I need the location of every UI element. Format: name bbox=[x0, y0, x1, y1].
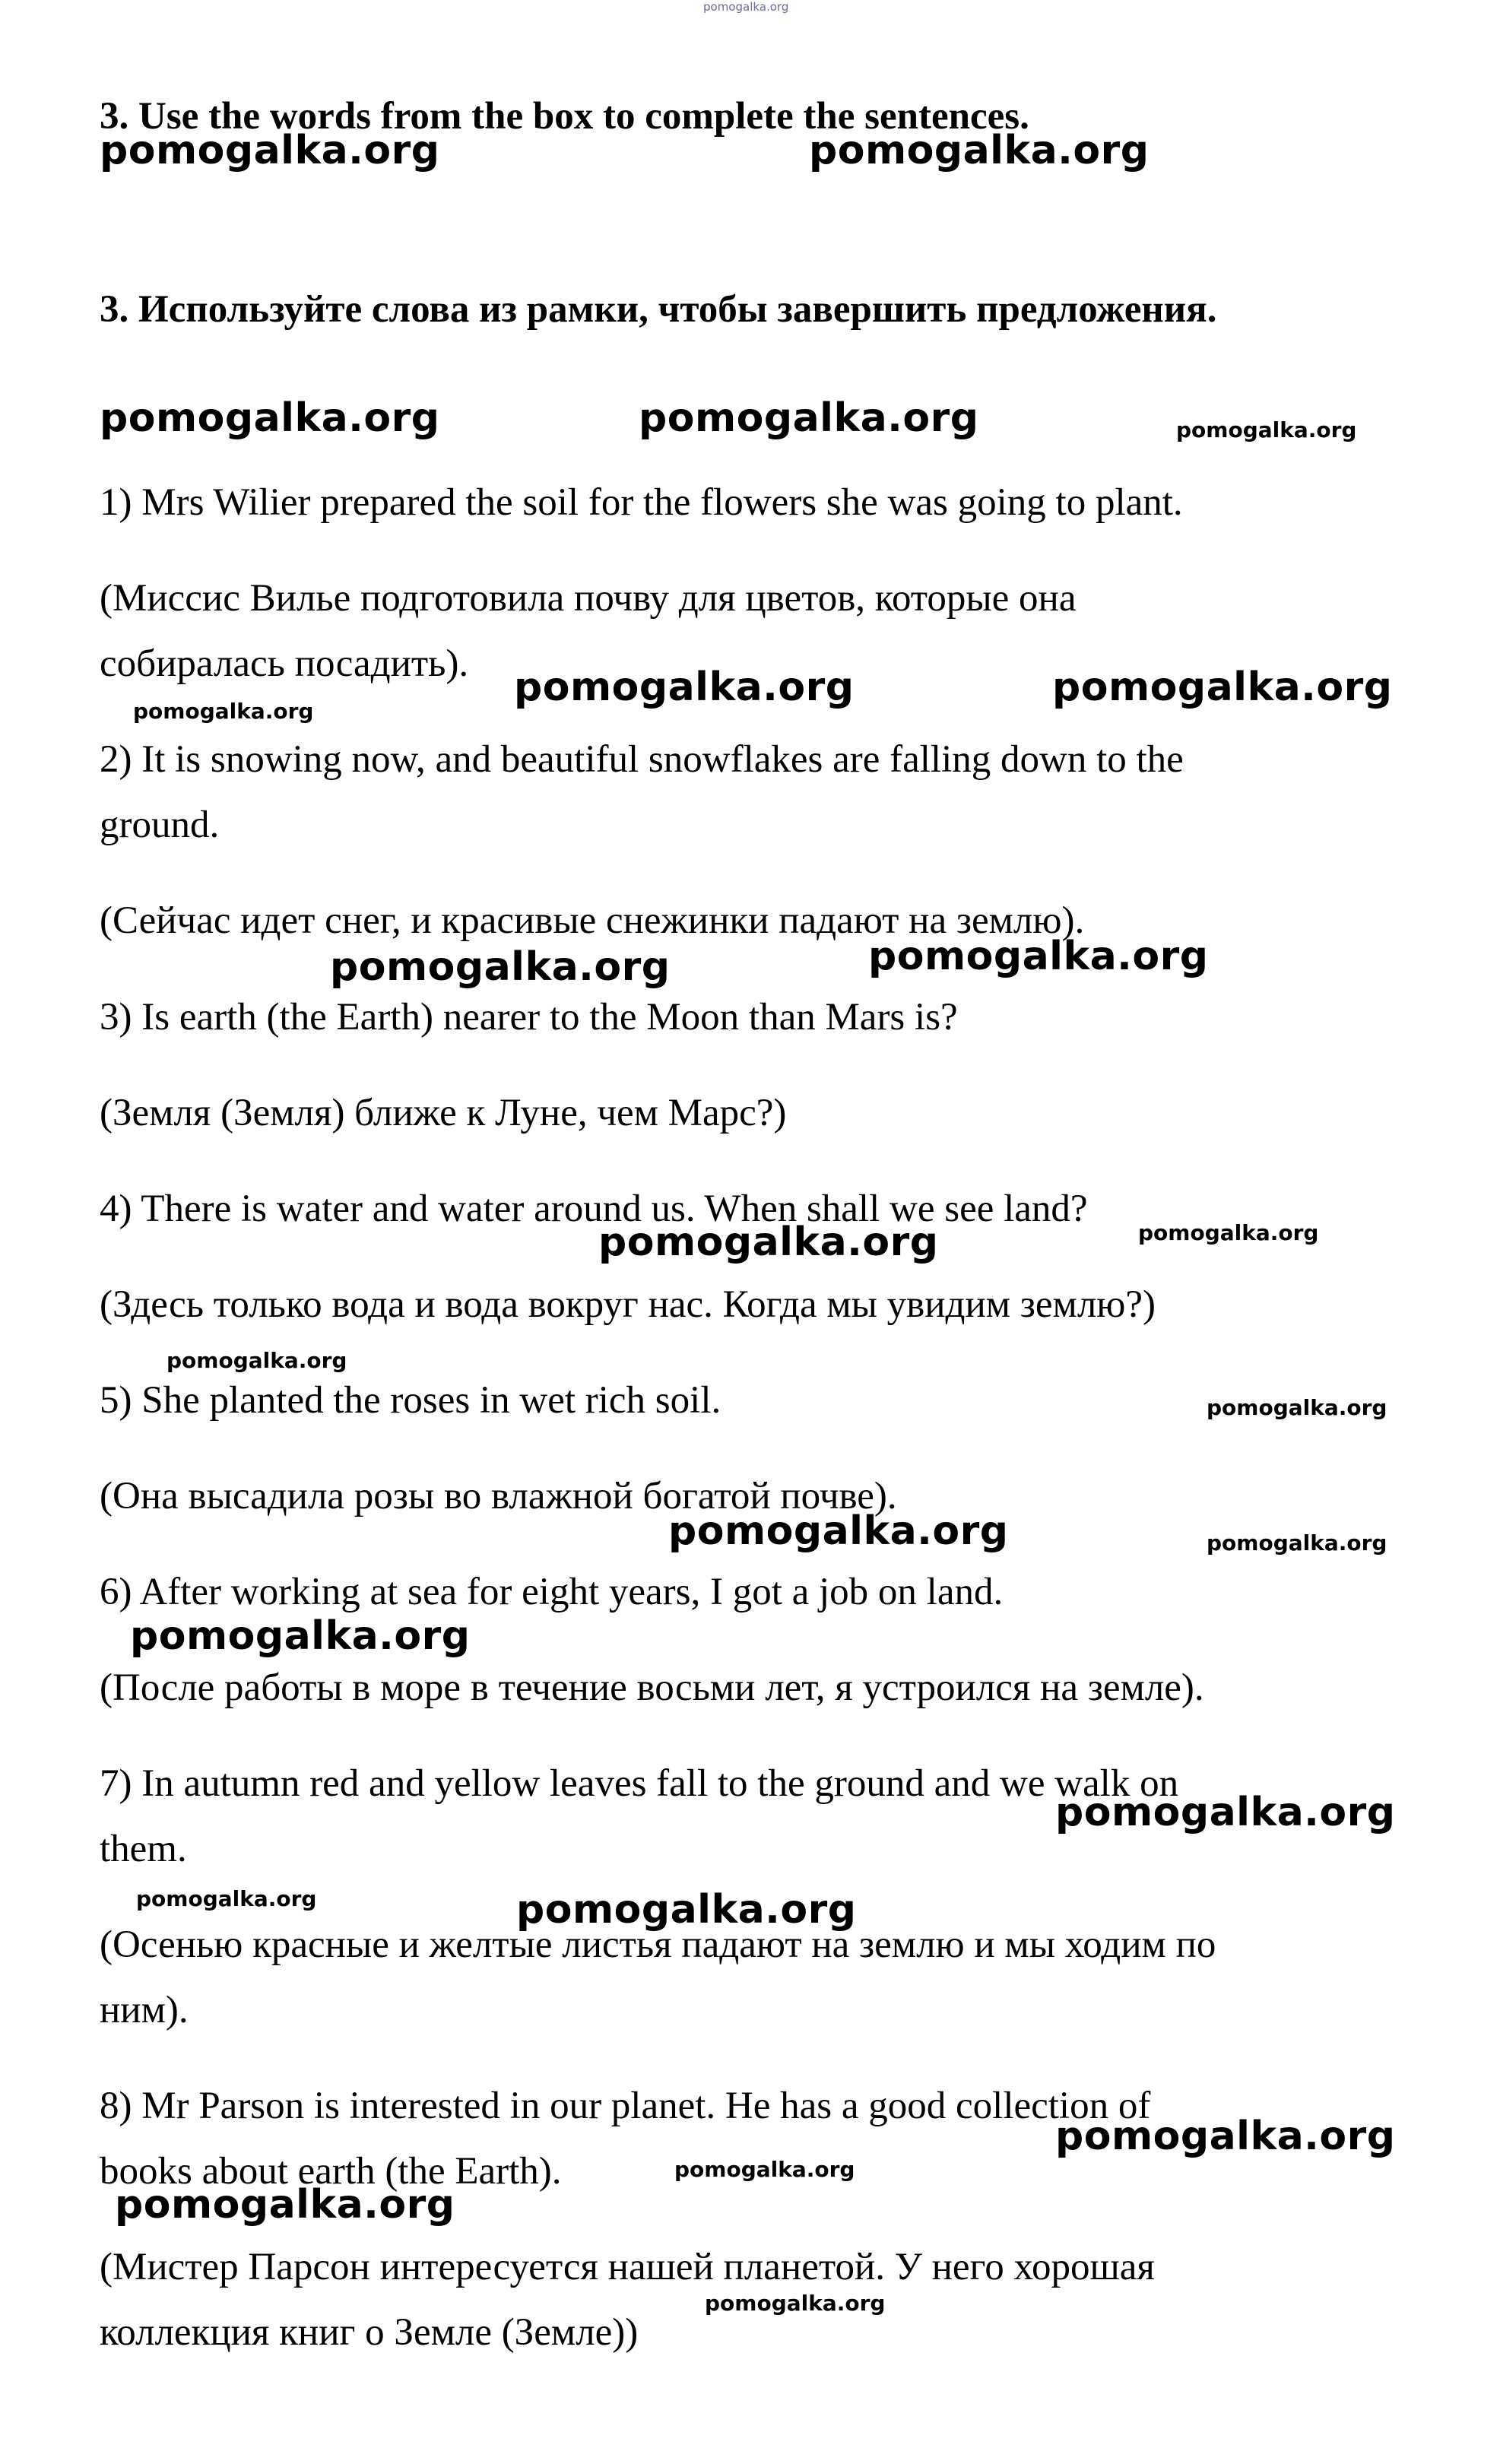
heading-english: 3. Use the words from the box to complete the sentences. bbox=[100, 95, 1029, 138]
watermark: pomogalka.org bbox=[1052, 664, 1393, 710]
watermark: pomogalka.org bbox=[809, 128, 1150, 173]
sentence-2-ru: (Сейчас идет снег, и красивые снежинки падают на землю). bbox=[100, 899, 1085, 942]
sentence-5-en: 5) She planted the roses in wet rich soil. bbox=[100, 1379, 721, 1422]
watermark: pomogalka.org bbox=[868, 934, 1209, 979]
watermark: pomogalka.org bbox=[100, 128, 440, 173]
sentence-8-en-a: 8) Mr Parson is interested in our planet. He has a good collection of bbox=[100, 2085, 1151, 2127]
watermark: pomogalka.org bbox=[1055, 1790, 1396, 1835]
sentence-1-ru-b: собиралась посадить). bbox=[100, 642, 469, 685]
watermark: pomogalka.org bbox=[516, 1887, 857, 1933]
watermark: pomogalka.org bbox=[115, 2182, 455, 2228]
watermark: pomogalka.org bbox=[330, 944, 671, 990]
sentence-4-en: 4) There is water and water around us. When shall we see land? bbox=[100, 1188, 1088, 1230]
sentence-5-ru: (Она высадила розы во влажной богатой почве). bbox=[100, 1475, 897, 1517]
watermark: pomogalka.org bbox=[133, 699, 314, 724]
sentence-7-en-b: them. bbox=[100, 1828, 187, 1870]
sentence-2-en-b: ground. bbox=[100, 804, 220, 846]
sentence-3-en: 3) Is earth (the Earth) nearer to the Moon than Mars is? bbox=[100, 996, 958, 1039]
watermark: pomogalka.org bbox=[166, 1348, 347, 1373]
sentence-1-ru-a: (Миссис Вилье подготовила почву для цветов, которые она bbox=[100, 577, 1077, 620]
sentence-8-ru-b: коллекция книг о Земле (Земле)) bbox=[100, 2311, 639, 2354]
watermark: pomogalka.org bbox=[1055, 2114, 1396, 2159]
sentence-2-en-a: 2) It is snowing now, and beautiful snowflakes are falling down to the bbox=[100, 738, 1184, 781]
watermark: pomogalka.org bbox=[639, 395, 979, 441]
sentence-7-ru-b: ним). bbox=[100, 1989, 189, 2031]
watermark: pomogalka.org bbox=[598, 1219, 939, 1265]
watermark: pomogalka.org bbox=[668, 1508, 1009, 1554]
watermark: pomogalka.org bbox=[136, 1886, 317, 1911]
sentence-7-en-a: 7) In autumn red and yellow leaves fall to the ground and we walk on bbox=[100, 1762, 1179, 1805]
watermark: pomogalka.org bbox=[1207, 1530, 1387, 1555]
watermark: pomogalka.org bbox=[1176, 417, 1357, 442]
sentence-4-ru: (Здесь только вода и вода вокруг нас. Когда мы увидим землю?) bbox=[100, 1283, 1156, 1326]
sentence-3-ru: (Земля (Земля) ближе к Луне, чем Марс?) bbox=[100, 1092, 787, 1134]
sentence-6-en: 6) After working at sea for eight years, I got a job on land. bbox=[100, 1571, 1004, 1613]
watermark: pomogalka.org bbox=[1138, 1220, 1319, 1245]
watermark-top: pomogalka.org bbox=[703, 0, 789, 14]
sentence-1-en: 1) Mrs Wilier prepared the soil for the flowers she was going to plant. bbox=[100, 481, 1183, 524]
heading-russian: 3. Используйте слова из рамки, чтобы завершить предложения. bbox=[100, 288, 1217, 331]
watermark: pomogalka.org bbox=[130, 1613, 471, 1659]
watermark: pomogalka.org bbox=[1207, 1395, 1387, 1420]
watermark: pomogalka.org bbox=[100, 395, 440, 441]
sentence-6-ru: (После работы в море в течение восьми лет, я устроился на земле). bbox=[100, 1666, 1204, 1709]
sentence-7-ru-a: (Осенью красные и желтые листья падают на землю и мы ходим по bbox=[100, 1923, 1216, 1966]
watermark: pomogalka.org bbox=[705, 2291, 886, 2316]
watermark: pomogalka.org bbox=[674, 2157, 855, 2182]
watermark: pomogalka.org bbox=[514, 664, 855, 710]
sentence-8-ru-a: (Мистер Парсон интересуется нашей планетой. У него хорошая bbox=[100, 2246, 1155, 2288]
sentence-8-en-b: books about earth (the Earth). bbox=[100, 2150, 562, 2193]
